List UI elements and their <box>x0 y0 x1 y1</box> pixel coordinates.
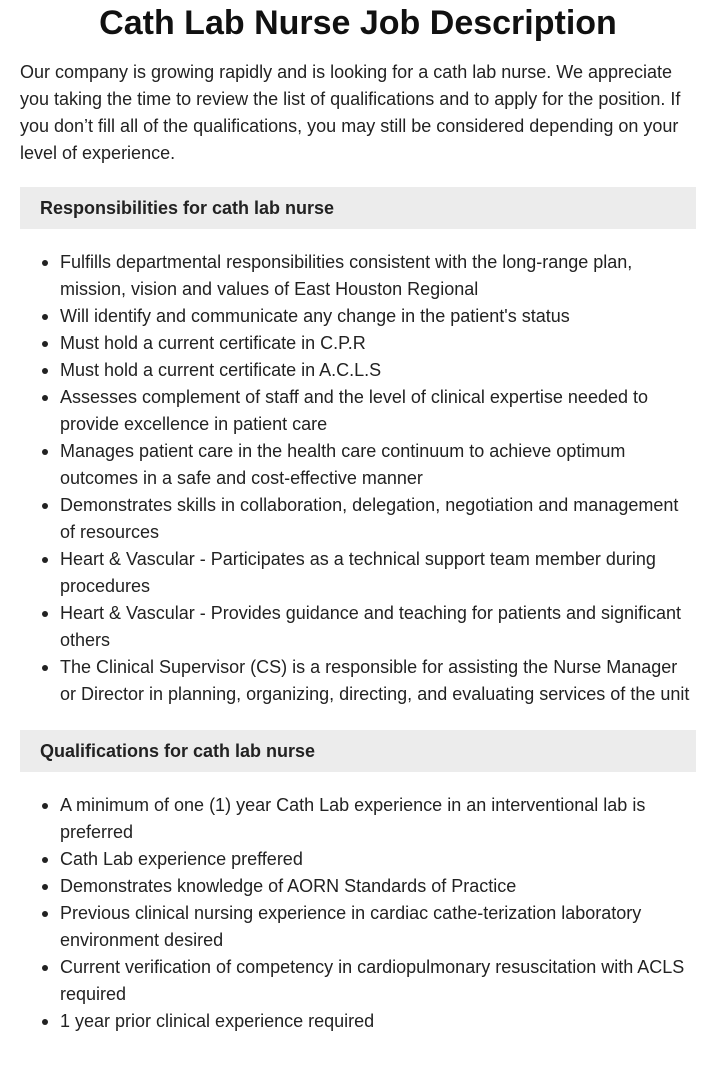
list-item-text: Must hold a current certificate in C.P.R <box>60 333 366 353</box>
list-item <box>20 654 696 708</box>
list-item-text: A minimum of one (1) year Cath Lab experience in an interventional lab is preferred <box>60 795 646 842</box>
qualifications-section-header <box>20 730 696 772</box>
list-item <box>20 873 696 900</box>
list-item <box>20 384 696 438</box>
list-item <box>20 357 696 384</box>
list-item-text: Manages patient care in the health care continuum to achieve optimum outcomes in a safe and cost-effective manner <box>60 441 626 488</box>
list-item <box>20 846 696 873</box>
bullet-icon <box>42 449 48 455</box>
bullet-icon <box>42 803 48 809</box>
list-item-text: Demonstrates knowledge of AORN Standards of Practice <box>60 876 517 896</box>
list-item <box>20 954 696 1008</box>
list-item <box>20 1008 696 1035</box>
responsibilities-list <box>20 249 696 708</box>
bullet-icon <box>42 395 48 401</box>
intro-paragraph: Our company is growing rapidly and is looking for a cath lab nurse. We appreciate you taking the time to review the list of qualifications and to apply for the position. If you don’t fill all of the qualifications, you may still be considered depending on your level of experience. <box>20 62 681 163</box>
page-title: Cath Lab Nurse Job Description <box>99 4 617 42</box>
bullet-icon <box>42 314 48 320</box>
list-item <box>20 330 696 357</box>
bullet-icon <box>42 911 48 917</box>
list-item-text: Current verification of competency in cardiopulmonary resuscitation with ACLS required <box>60 957 685 1004</box>
bullet-icon <box>42 611 48 617</box>
list-item-text: Previous clinical nursing experience in cardiac cathe-terization laboratory environment desired <box>60 903 642 950</box>
list-item-text: Heart & Vascular - Participates as a technical support team member during procedures <box>60 549 656 596</box>
list-item <box>20 249 696 303</box>
responsibilities-heading: Responsibilities for cath lab nurse <box>40 197 335 218</box>
bullet-icon <box>42 965 48 971</box>
list-item-text: Demonstrates skills in collaboration, delegation, negotiation and management of resources <box>60 495 679 542</box>
list-item-text: Assesses complement of staff and the level of clinical expertise needed to provide excellence in patient care <box>60 387 648 434</box>
list-item <box>20 303 696 330</box>
qualifications-list <box>20 792 696 1035</box>
bullet-icon <box>42 1019 48 1025</box>
list-item-text: Must hold a current certificate in A.C.L.S <box>60 360 382 380</box>
responsibilities-section-header <box>20 187 696 229</box>
list-item <box>20 900 696 954</box>
list-item <box>20 546 696 600</box>
bullet-icon <box>42 665 48 671</box>
job-description-page <box>20 0 696 1035</box>
bullet-icon <box>42 857 48 863</box>
list-item <box>20 792 696 846</box>
list-item <box>20 438 696 492</box>
bullet-icon <box>42 503 48 509</box>
list-item <box>20 492 696 546</box>
list-item-text: Cath Lab experience preffered <box>60 849 303 869</box>
list-item-text: Heart & Vascular - Provides guidance and teaching for patients and significant others <box>60 603 682 650</box>
bullet-icon <box>42 557 48 563</box>
list-item-text: The Clinical Supervisor (CS) is a responsible for assisting the Nurse Manager or Director in planning, organizing, directing, and evaluating services of the unit <box>60 657 690 704</box>
list-item-text: Will identify and communicate any change in the patient's status <box>60 306 570 326</box>
list-item-text: Fulfills departmental responsibilities consistent with the long-range plan, mission, vision and values of East Houston Regional <box>60 252 633 299</box>
list-item-text: 1 year prior clinical experience required <box>60 1011 375 1031</box>
bullet-icon <box>42 884 48 890</box>
bullet-icon <box>42 341 48 347</box>
qualifications-heading: Qualifications for cath lab nurse <box>40 740 316 761</box>
bullet-icon <box>42 260 48 266</box>
bullet-icon <box>42 368 48 374</box>
list-item <box>20 600 696 654</box>
